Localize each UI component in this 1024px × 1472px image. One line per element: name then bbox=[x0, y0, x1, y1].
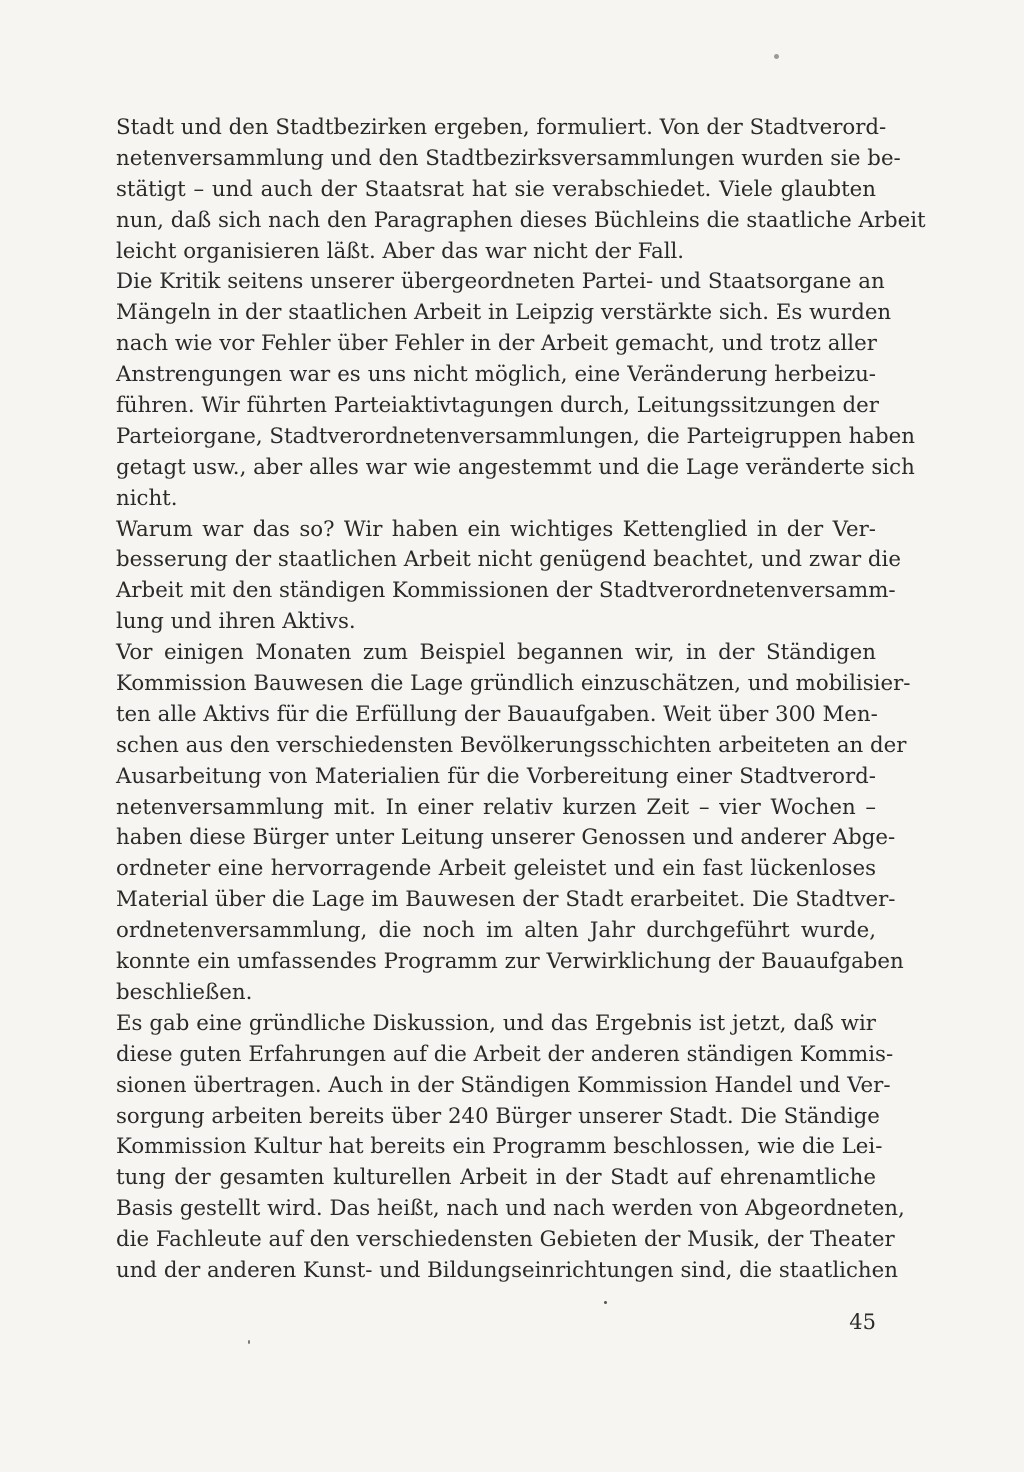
text-line: lung und ihren Aktivs. bbox=[116, 609, 356, 635]
print-speck bbox=[604, 1301, 607, 1304]
text-line: Vor einigen Monaten zum Beispiel begannen wir, in der Ständigen bbox=[116, 640, 876, 666]
page-number: 45 bbox=[849, 1310, 876, 1334]
text-line: stätigt – und auch der Staatsrat hat sie verabschiedet. Viele glaubten bbox=[116, 176, 876, 202]
text-line: nicht. bbox=[116, 485, 178, 511]
text-line: schen aus den verschiedensten Bevölkerungsschichten arbeiteten an der bbox=[116, 732, 907, 758]
text-line: nun, daß sich nach den Paragraphen dieses Büchleins die staatliche Arbeit bbox=[116, 207, 926, 233]
text-line: besserung der staatlichen Arbeit nicht genügend beachtet, und zwar die bbox=[116, 547, 901, 573]
text-line: Arbeit mit den ständigen Kommissionen der Stadtverordnetenversamm- bbox=[116, 578, 896, 604]
text-line: Kommission Kultur hat bereits ein Programm beschlossen, wie die Lei- bbox=[116, 1134, 883, 1160]
text-line: ordnetenversammlung, die noch im alten Jahr durchgeführt wurde, bbox=[116, 918, 876, 944]
text-line: diese guten Erfahrungen auf die Arbeit der anderen ständigen Kommis- bbox=[116, 1041, 894, 1067]
text-line: die Fachleute auf den verschiedensten Gebieten der Musik, der Theater bbox=[116, 1227, 895, 1253]
text-line: Parteiorgane, Stadtverordnetenversammlungen, die Parteigruppen haben bbox=[116, 423, 915, 449]
print-speck bbox=[248, 1340, 250, 1344]
text-line: ten alle Aktivs für die Erfüllung der Bauaufgaben. Weit über 300 Men- bbox=[116, 701, 878, 727]
text-line: Kommission Bauwesen die Lage gründlich einzuschätzen, und mobilisier- bbox=[116, 671, 911, 697]
print-speck bbox=[774, 54, 779, 59]
text-line: Warum war das so? Wir haben ein wichtiges Kettenglied in der Ver- bbox=[116, 516, 876, 542]
text-line: konnte ein umfassendes Programm zur Verwirklichung der Bauaufgaben bbox=[116, 949, 904, 975]
text-line: netenversammlung mit. In einer relativ kurzen Zeit – vier Wochen – bbox=[116, 794, 876, 820]
text-line: Stadt und den Stadtbezirken ergeben, formuliert. Von der Stadtverord- bbox=[116, 115, 887, 140]
text-line: und der anderen Kunst- und Bildungseinrichtungen sind, die staatlichen bbox=[116, 1257, 898, 1283]
text-line: Basis gestellt wird. Das heißt, nach und nach werden von Abgeordneten, bbox=[116, 1196, 905, 1222]
text-line: leicht organisieren läßt. Aber das war nicht der Fall. bbox=[116, 238, 685, 264]
text-line: Material über die Lage im Bauwesen der Stadt erarbeitet. Die Stadtver- bbox=[116, 887, 896, 913]
text-line: Anstrengungen war es uns nicht möglich, eine Veränderung herbeizu- bbox=[116, 362, 876, 388]
text-line: Mängeln in der staatlichen Arbeit in Leipzig verstärkte sich. Es wurden bbox=[116, 300, 892, 326]
text-line: netenversammlung und den Stadtbezirksversammlungen wurden sie be- bbox=[116, 145, 901, 171]
text-line: beschließen. bbox=[116, 979, 253, 1005]
text-line: Ausarbeitung von Materialien für die Vorbereitung einer Stadtverord- bbox=[116, 763, 876, 789]
text-line: sionen übertragen. Auch in der Ständigen Kommission Handel und Ver- bbox=[116, 1072, 891, 1098]
text-line: Es gab eine gründliche Diskussion, und das Ergebnis ist jetzt, daß wir bbox=[116, 1010, 876, 1036]
text-line: nach wie vor Fehler über Fehler in der Arbeit gemacht, und trotz aller bbox=[116, 331, 877, 357]
text-line: tung der gesamten kulturellen Arbeit in der Stadt auf ehrenamtliche bbox=[116, 1165, 876, 1191]
body-text bbox=[116, 113, 926, 1287]
text-line: getagt usw., aber alles war wie angestemmt und die Lage veränderte sich bbox=[116, 454, 915, 480]
text-line: führen. Wir führten Parteiaktivtagungen durch, Leitungssitzungen der bbox=[116, 393, 879, 419]
text-line: Die Kritik seitens unserer übergeordneten Partei- und Staatsorgane an bbox=[116, 269, 885, 295]
text-line: sorgung arbeiten bereits über 240 Bürger unserer Stadt. Die Ständige bbox=[116, 1103, 880, 1129]
text-line: ordneter eine hervorragende Arbeit geleistet und ein fast lückenloses bbox=[116, 856, 876, 882]
text-line: haben diese Bürger unter Leitung unserer Genossen und anderer Abge- bbox=[116, 825, 896, 851]
